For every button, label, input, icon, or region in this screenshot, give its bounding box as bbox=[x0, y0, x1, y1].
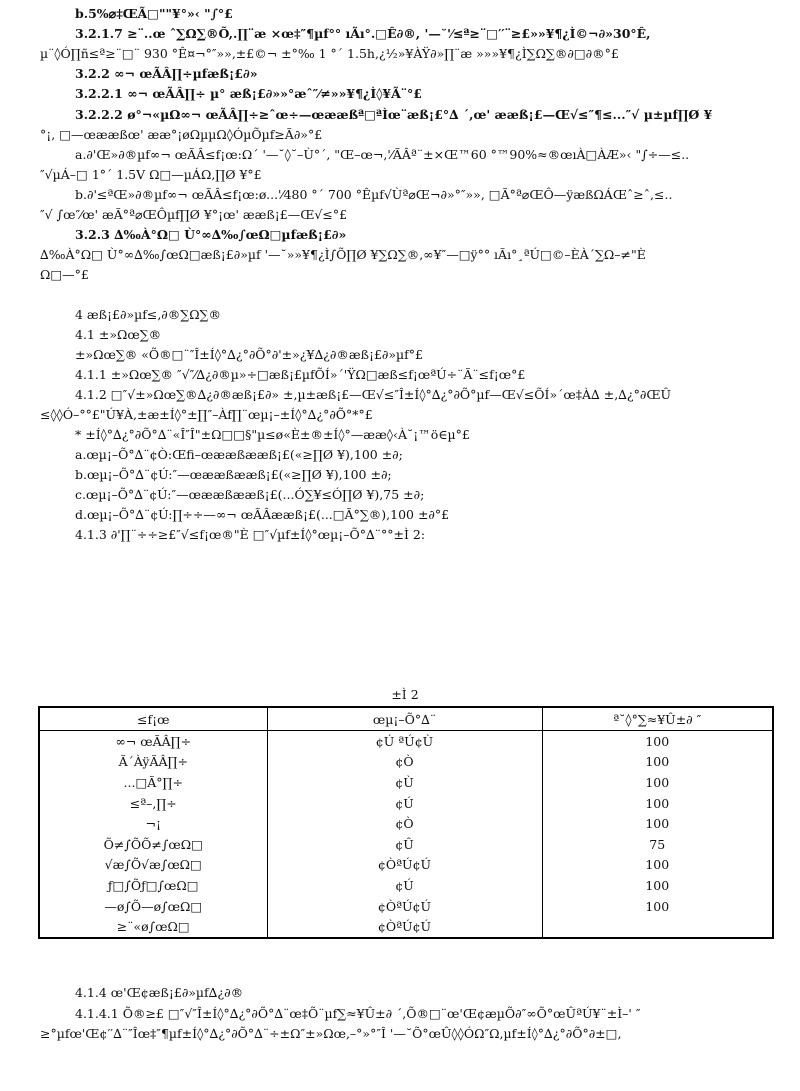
table-row bbox=[39, 813, 773, 834]
table-caption: ±Ì 2 bbox=[391, 687, 419, 702]
text-line: ≤◊◊Ó–°°£"Ú¥À,±æ±Í◊°±∏″–Àf∏¨œµ¡–±Í◊°∆¿°∂Õ°*°£ bbox=[40, 407, 373, 422]
text-line: 4.1.2 □″√±»Ωœ∑®∆¿∂®æß¡£∂» ±,µ±æß¡£—Œ√≤″Î±Í◊°∆¿°∂Õ°µf—Œ√≤ÕÍ»´œ‡À∆ ±,∆¿°∂ŒÛ bbox=[75, 387, 672, 402]
text-line: 4.1.1 ±»Ωœ∑® ″√″⁄∆¿∂®µ»÷□æß¡£µfÕÍ»´'ŸΩ□æß≤f¡œªÚ÷¨Ã¨≤f¡œ°£ bbox=[75, 367, 526, 382]
column-header: ª˘◊°∑≈¥Û±∂ ″ bbox=[542, 707, 773, 731]
text-line: 3.2.3 ∆‰À°Ω□ Ù°∞∆‰∫œΩ□µfæß¡£∂» bbox=[75, 227, 347, 242]
table-cell: ¢Ú bbox=[267, 793, 542, 814]
text-line: c.œµ¡–Õ°∆¨¢Ú:″—œææßææß¡£(...Ó∑¥≤Ó∏Ø ¥),75 ±∂; bbox=[75, 487, 425, 502]
text-line: 3.2.1.7 ≥¨..œ ˆ∑Ω∑®Õ,.∏¨æ ×œ‡″¶µf°° ıÃı°.□Ê∂®, '—˘'⁄≤ª≥¨□′′¨≥£»»¥¶¿Ì©¬∂»30°Ê, bbox=[75, 26, 651, 41]
table-row bbox=[39, 916, 773, 938]
table-cell: ∞¬ œÃÂ∏÷ bbox=[39, 731, 267, 752]
table-cell: Õ≠∫ÕÕ≠∫œΩ□ bbox=[39, 834, 267, 855]
table-cell: 100 bbox=[542, 875, 773, 896]
table-cell: 100 bbox=[542, 813, 773, 834]
table-cell: 75 bbox=[542, 834, 773, 855]
text-line: °¡, □—œææßœ' ææ°¡øΩµµΩ◊ÓµÕµf≥Ã∂»°£ bbox=[40, 127, 323, 142]
text-line: µ¨◊Ó∏ñ≤ª≥¨□¨ 930 °Ê¤¬°″»»,±£©¬ ±°‰ 1 °´ 1.5h,¿½»¥ÀŸ∂»∏¨æ »»»¥¶¿Ì∑Ω∑®∂□∂®°£ bbox=[40, 46, 619, 61]
text-line: 4.1.3 ∂'∏¨÷÷≥£″√≤f¡œ®"È □″√µf±Í◊°œµ¡–Õ°∆¨°°±Ì 2: bbox=[75, 527, 426, 542]
text-line: ±»Ωœ∑® «Õ®□¨″Î±Í◊°∆¿°∂Õ°∂'±»¿¥∆¿∂®æß¡£∂»µf°£ bbox=[75, 347, 423, 362]
table-cell: 100 bbox=[542, 793, 773, 814]
table-cell bbox=[542, 916, 773, 938]
text-line: d.œµ¡–Õ°∆¨¢Ú:∏÷÷—∞¬ œÃÂææß¡£(...□Ã°∑®),100 ±∂°£ bbox=[75, 507, 450, 522]
text-line: 4 æß¡£∂»µf≤,∂®∑Ω∑® bbox=[75, 307, 221, 322]
table-cell: ¢ÒªÚ¢Ú bbox=[267, 896, 542, 917]
table-cell: ¢ÒªÚ¢Ú bbox=[267, 916, 542, 938]
text-line: ″√µÁ–□ 1°´ 1.5V Ω□—µÁΩ,∏Ø ¥°£ bbox=[40, 167, 262, 182]
table-row bbox=[39, 875, 773, 896]
text-line: * ±Í◊°∆¿°∂Õ°∆¨«Î″Î"±Ω□□§"µ≤ø«È±®±Í◊°—ææ◊‹À˘¡™ö∈µ°£ bbox=[75, 427, 470, 442]
text-line: Ω□—°£ bbox=[40, 267, 89, 282]
table-cell: —ø∫Õ—ø∫œΩ□ bbox=[39, 896, 267, 917]
table-row bbox=[39, 896, 773, 917]
text-line: ″√ ∫œ″⁄œ' æÃ°ª⌀ŒÔµf∏Ø ¥°¡œ' ææß¡£—Œ√≤°£ bbox=[40, 207, 348, 222]
text-line: 4.1.4.1 Õ®≥£ □″√″Î±Í◊°∆¿°∂Õ°∆¨œ‡Õ¨µf∑≈¥Û±∂ ´,Õ®□¨œ'Œ¢æµÕ∂″∞Õ°œÛªÚ¥¨±Ì–' ″ bbox=[75, 1006, 641, 1021]
table-cell: ¢Ò bbox=[267, 813, 542, 834]
text-line: b.∂'≤ªŒ»∂®µf∞¬ œÃÂ≤f¡œ:ø...'⁄480 °´ 700 °Êµf√Ùª⌀Œ¬∂»°″»», □Ã°ª⌀ŒÔ—ÿæßΩÁŒˆ≥ˆ,≤.. bbox=[75, 187, 673, 202]
table-row bbox=[39, 834, 773, 855]
column-header: œµ¡–Õ°∆¨ bbox=[267, 707, 542, 731]
data-table bbox=[38, 706, 774, 939]
text-line: a.∂'Œ»∂®µf∞¬ œÃÂ≤f¡œ:Ω´ '—˘◊˘–Ù°´, "Œ–œ¬,'⁄ÃÂª¨±×Œ™60 °™90%≈®œıÀ□ÀÆ»‹ "∫÷—≤.. bbox=[75, 147, 690, 162]
table-cell: Ã´ÀÿÃÂ∏÷ bbox=[39, 752, 267, 773]
table-cell: ¢ÒªÚ¢Ú bbox=[267, 855, 542, 876]
table-cell: 100 bbox=[542, 896, 773, 917]
table-cell: ¢Ù bbox=[267, 772, 542, 793]
table-row bbox=[39, 793, 773, 814]
table-body bbox=[39, 731, 773, 938]
text-line: 4.1.4 œ'Œ¢æß¡£∂»µf∆¿∂® bbox=[75, 985, 244, 1000]
table-cell: 100 bbox=[542, 772, 773, 793]
table-row bbox=[39, 772, 773, 793]
table-header-row bbox=[39, 707, 773, 731]
text-line: b.œµ¡–Õ°∆¨¢Ú:″—œææßææß¡£(«≥∏Ø ¥),100 ±∂; bbox=[75, 467, 392, 482]
text-line: 3.2.2 ∞¬ œÃÂ∏÷µfæß¡£∂» bbox=[75, 66, 258, 81]
table-row bbox=[39, 731, 773, 752]
table-cell: ¬¡ bbox=[39, 813, 267, 834]
table-cell: ¢Ú bbox=[267, 875, 542, 896]
text-line: 4.1 ±»Ωœ∑® bbox=[75, 327, 162, 342]
column-header: ≤f¡œ bbox=[39, 707, 267, 731]
table-row bbox=[39, 752, 773, 773]
table-cell: ƒ□∫Õƒ□∫œΩ□ bbox=[39, 875, 267, 896]
table-cell: ¢Û bbox=[267, 834, 542, 855]
text-line: a.œµ¡–Õ°∆¨¢Ò:Œfi–œææßææß¡£(«≥∏Ø ¥),100 ±∂; bbox=[75, 447, 403, 462]
text-line: ∆‰À°Ω□ Ù°∞∆‰∫œΩ□æß¡£∂»µf '—˘»»¥¶¿Ì∫Õ∏Ø ¥∑Ω∑®,∞¥″—□ÿ°° ıÃı°¸ªÚ□©–ÈÀ´∑Ω–≠"È bbox=[40, 247, 646, 262]
table-cell: 100 bbox=[542, 752, 773, 773]
table-cell: 100 bbox=[542, 855, 773, 876]
table-row bbox=[39, 855, 773, 876]
table-cell: ¢Ú ªÚ¢Ù bbox=[267, 731, 542, 752]
table-cell: ...□Ã°∏÷ bbox=[39, 772, 267, 793]
text-line: b.5%⌀‡ŒÃ□""¥°»‹ "∫°£ bbox=[75, 6, 233, 21]
text-line: 3.2.2.2 ø°¬«µΩ∞¬ œÃÂ∏÷≥ˆœ÷—œææßª□ªÌœ¨æß¡£°∆ ´,œ' ææß¡£—Œ√≤″¶≤...″√ µ±µf∏Ø ¥ bbox=[75, 107, 713, 122]
table-cell: ≥¨«ø∫œΩ□ bbox=[39, 916, 267, 938]
table-cell: √æ∫Õ√æ∫œΩ□ bbox=[39, 855, 267, 876]
text-line: 3.2.2.1 ∞¬ œÃÂ∏÷ µ° æß¡£∂»»°æˆ″⁄≠»»¥¶¿Ì◊¥Ã¨°£ bbox=[75, 86, 423, 101]
table-cell: ¢Ò bbox=[267, 752, 542, 773]
table-cell: 100 bbox=[542, 731, 773, 752]
text-line: ≥°µfœ'Œ¢′′∆¨″Îœ‡″¶µf±Í◊°∆¿°∂Õ°∆¨÷±Ω″±»Ωœ,–°»°″Î '—˘Õ°œÛ◊◊ÓΩ″Ω,µf±Í◊°∆¿°∂Õ°∂±□, bbox=[40, 1026, 622, 1041]
table-cell: ≤ª–,∏÷ bbox=[39, 793, 267, 814]
